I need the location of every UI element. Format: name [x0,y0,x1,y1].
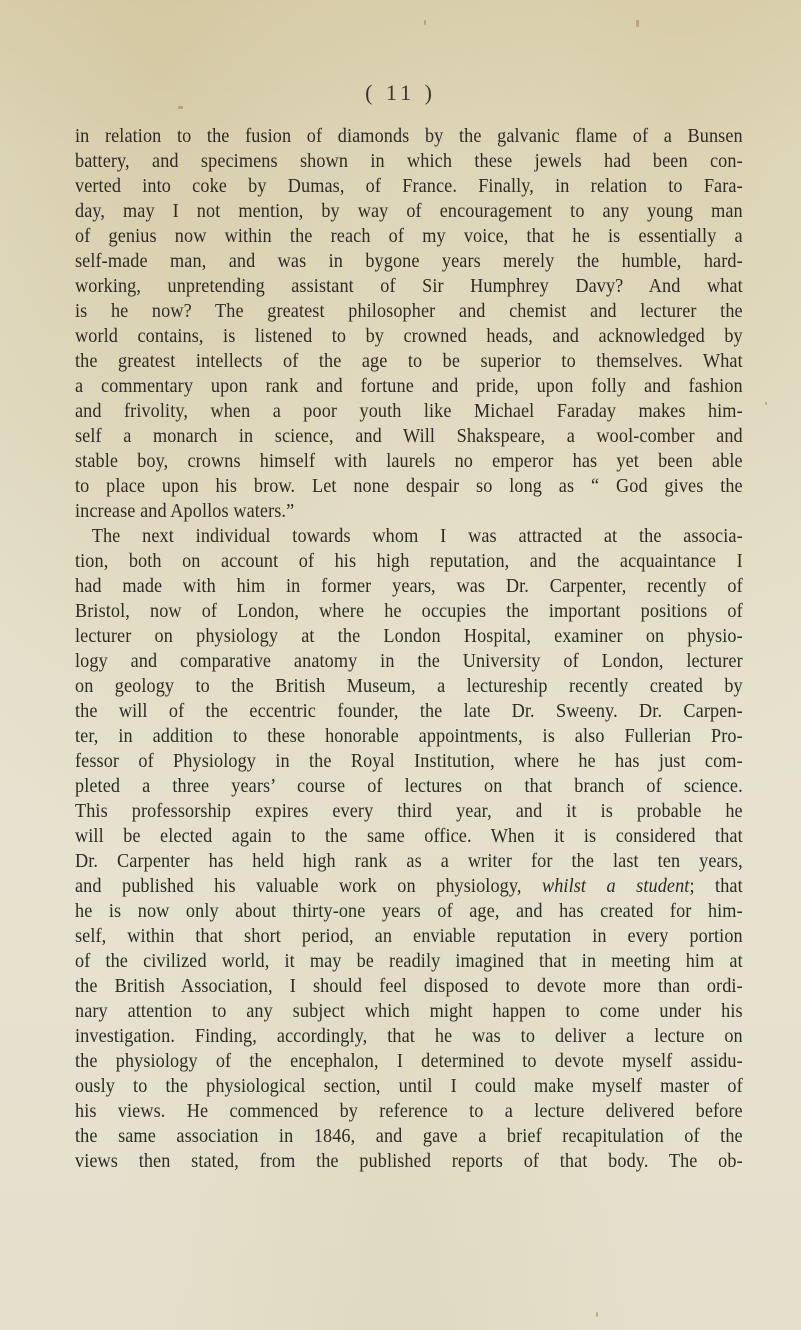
text-line: had made with him in former years, was Dr. Carpenter, recently of [75,576,743,597]
text-line: views then stated, from the published reports of that body. The ob- [75,1151,743,1172]
text-line: battery, and specimens shown in which these jewels had been con- [75,151,743,172]
paper-speck [765,402,767,405]
paragraph-start-line: The next individual towards whom I was attracted at the associa- [91,526,743,547]
text-line: self a monarch in science, and Will Shakspeare, a wool-comber and [75,426,743,447]
text-line: Bristol, now of London, where he occupies the important positions of [75,601,743,622]
text-line: on geology to the British Museum, a lectureship recently created by [75,676,743,697]
text-line: he is now only about thirty-one years of age, and has created for him- [75,901,743,922]
text-line: stable boy, crowns himself with laurels no emperor has yet been able [75,451,743,472]
paper-speck [596,1312,598,1317]
text-line: self-made man, and was in bygone years merely the humble, hard- [75,251,743,272]
text-line: the greatest intellects of the age to be superior to themselves. What [75,351,743,372]
text-line: to place upon his brow. Let none despair so long as “ God gives the [75,476,743,497]
text-line: fessor of Physiology in the Royal Institution, where he has just com- [75,751,743,772]
text-line: pleted a three years’ course of lectures on that branch of science. [75,776,743,797]
text-line: will be elected again to the same office. When it is considered that [75,826,743,847]
text-line: ter, in addition to these honorable appointments, is also Fullerian Pro- [75,726,743,747]
text-line: investigation. Finding, accordingly, that he was to deliver a lecture on [75,1026,743,1047]
text-line: Dr. Carpenter has held high rank as a writer for the last ten years, [75,851,743,872]
text-line: of the civilized world, it may be readily imagined that in meeting him at [75,951,743,972]
text-line: the will of the eccentric founder, the late Dr. Sweeny. Dr. Carpen- [75,701,743,722]
paragraph-end-line: increase and Apollos waters.” [75,501,295,522]
text-line: in relation to the fusion of diamonds by the galvanic flame of a Bunsen [75,126,743,147]
italic-emphasis: whilst a student [541,876,690,897]
text-line-with-italic [75,874,743,899]
text-line: ously to the physiological section, until I could make myself master of [75,1076,743,1097]
text-line: verted into coke by Dumas, of France. Finally, in relation to Fara- [75,176,743,197]
text-line: the physiology of the encephalon, I determined to devote myself assidu- [75,1051,743,1072]
text-line: is he now? The greatest philosopher and chemist and lecturer the [75,301,743,322]
text-line: This professorship expires every third year, and it is probable he [75,801,743,822]
text-line: his views. He commenced by reference to a lecture delivered before [75,1101,743,1122]
body-text [75,124,743,1174]
text-segment: ; that [689,876,743,897]
text-line: day, may I not mention, by way of encouragement to any young man [75,201,743,222]
text-line: tion, both on account of his high reputation, and the acquaintance I [75,551,743,572]
paper-speck [636,20,639,27]
text-line: and frivolity, when a poor youth like Michael Faraday makes him- [75,401,743,422]
text-line: nary attention to any subject which might happen to come under his [75,1001,743,1022]
text-line: a commentary upon rank and fortune and pride, upon folly and fashion [75,376,743,397]
page-number: ( 11 ) [365,80,436,105]
paper-speck [424,20,426,25]
text-line: world contains, is listened to by crowned heads, and acknowledged by [75,326,743,347]
text-line: working, unpretending assistant of Sir Humphrey Davy? And what [75,276,743,297]
text-line: self, within that short period, an enviable reputation in every portion [75,926,743,947]
paper-speck [178,106,183,109]
text-segment: and published his valuable work on physiology, [75,876,542,897]
text-line: logy and comparative anatomy in the University of London, lecturer [75,651,743,672]
text-line: the same association in 1846, and gave a brief recapitulation of the [75,1126,743,1147]
text-line: the British Association, I should feel disposed to devote more than ordi- [75,976,743,997]
text-line: of genius now within the reach of my voice, that he is essentially a [75,226,743,247]
text-line: lecturer on physiology at the London Hospital, examiner on physio- [75,626,743,647]
